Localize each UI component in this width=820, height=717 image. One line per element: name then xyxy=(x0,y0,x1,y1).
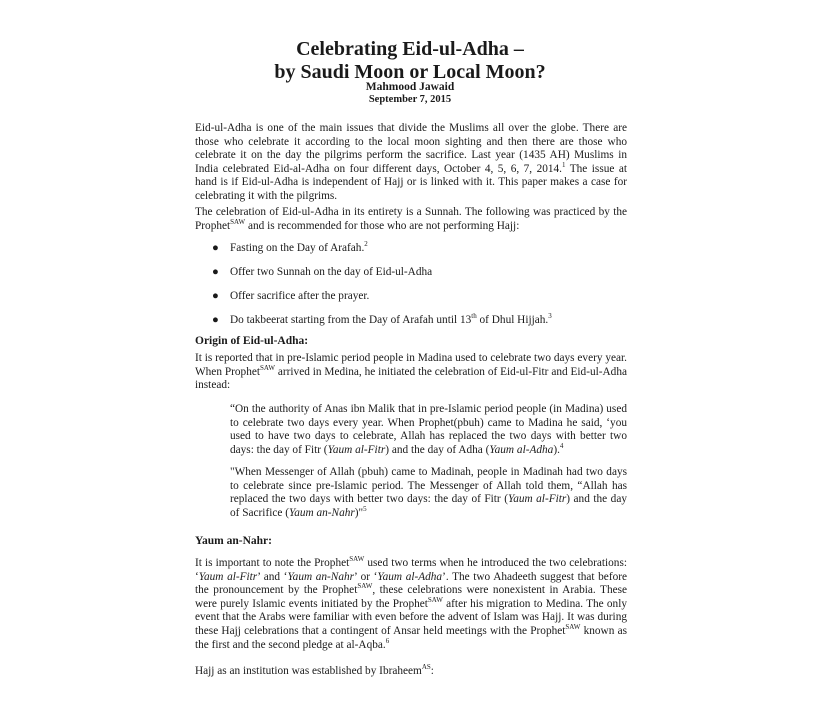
section-heading-yaum-an-nahr: Yaum an-Nahr: xyxy=(195,535,272,547)
hajj-paragraph: Hajj as an institution was established by Ibraheem$^{AS}$: xyxy=(195,663,434,677)
hadith-quote-1: “On the authority of Anas ibn Malik that in pre-Islamic period people (in Madina) used to celebrate two days every year. When Prophet(pbuh) came to Madina he said, ‘you used to have two days to celebrate, Allah has replaced the two days with better two days: the day of Fitr (Yaum al-Fitr) and the day of Adha (Yaum al-Adha).$^4$ xyxy=(230,403,627,456)
list-item: ● Offer sacrifice after the prayer. xyxy=(212,290,370,302)
bullet-icon: ● xyxy=(212,242,219,254)
author-name: Mahmood Jawaid xyxy=(365,81,455,93)
sunnah-paragraph: The celebration of Eid-ul-Adha in its entirety is a Sunnah. The following was practiced by the Prophet$^{SAW}$ and is recommended for those who are not performing Hajj: xyxy=(195,206,627,232)
bullet-icon: ● xyxy=(212,314,219,326)
bullet-icon: ● xyxy=(212,266,219,278)
section-heading-origin: Origin of Eid-ul-Adha: xyxy=(195,335,309,347)
origin-paragraph: It is reported that in pre-Islamic period people in Madina used to celebrate two days every year. When Prophet$^{SAW}$ arrived in Medina, he initiated the celebration of Eid-ul-Fitr and Eid-ul-Adha instead: xyxy=(195,352,627,392)
list-item: ● Fasting on the Day of Arafah.$^2$ xyxy=(212,240,368,254)
intro-paragraph: Eid-ul-Adha is one of the main issues that divide the Muslims all over the globe. There are those who celebrate it according to the local moon sighting and then there are those who celebrate it on the day the pilgrims perform the sacrifice. Last year (1435 AH) Muslims in India celebrated Eid-al-Adha on four different days, October 4, 5, 6, 7, 2014.$^1$ The issue at hand is if Eid-ul-Adha is independent of Hajj or is linked with it. This paper makes a case for celebrating it with the pilgrims. xyxy=(195,122,627,202)
title-line-1: Celebrating Eid-ul-Adha – xyxy=(296,38,524,60)
list-item: ● Offer two Sunnah on the day of Eid-ul-Adha xyxy=(212,266,433,278)
hadith-quote-2: "When Messenger of Allah (pbuh) came to Madinah, people in Madinah had two days to celebrate since pre-Islamic period. The Messenger of Allah told them, “Allah has replaced the two days with better two days: the day of Fitr (Yaum al-Fitr) and the day of Sacrifice (Yaum an-Nahr)"$^5$ xyxy=(230,466,627,519)
footnote-ref: 1 xyxy=(562,160,566,169)
title-line-2: by Saudi Moon or Local Moon? xyxy=(274,61,546,83)
list-item: ● Do takbeerat starting from the Day of Arafah until 13th of Dhul Hijjah.$^3$ xyxy=(212,312,552,326)
publication-date: September 7, 2015 xyxy=(368,94,452,105)
bullet-icon: ● xyxy=(212,290,219,302)
yaum-paragraph: It is important to note the Prophet$^{SAW}$ used two terms when he introduced the two celebrations: ‘Yaum al-Fitr’ and ‘Yaum an-Nahr’ or ‘Yaum al-Adha’. The two Ahadeeth suggest that before the pronouncement by the Prophet$^{SAW}$, these celebrations were nonexistent in Arabia. These were purely Islamic events initiated by the Prophet$^{SAW}$ after his migration to Medina. The only event that the Arabs were familiar with even before the advent of Islam was Hajj. It was during these Hajj celebrations that a contingent of Ansar held meetings with the Prophet$^{SAW}$ known as the first and the second pledge at al-Aqba.$^6$ xyxy=(195,555,628,651)
